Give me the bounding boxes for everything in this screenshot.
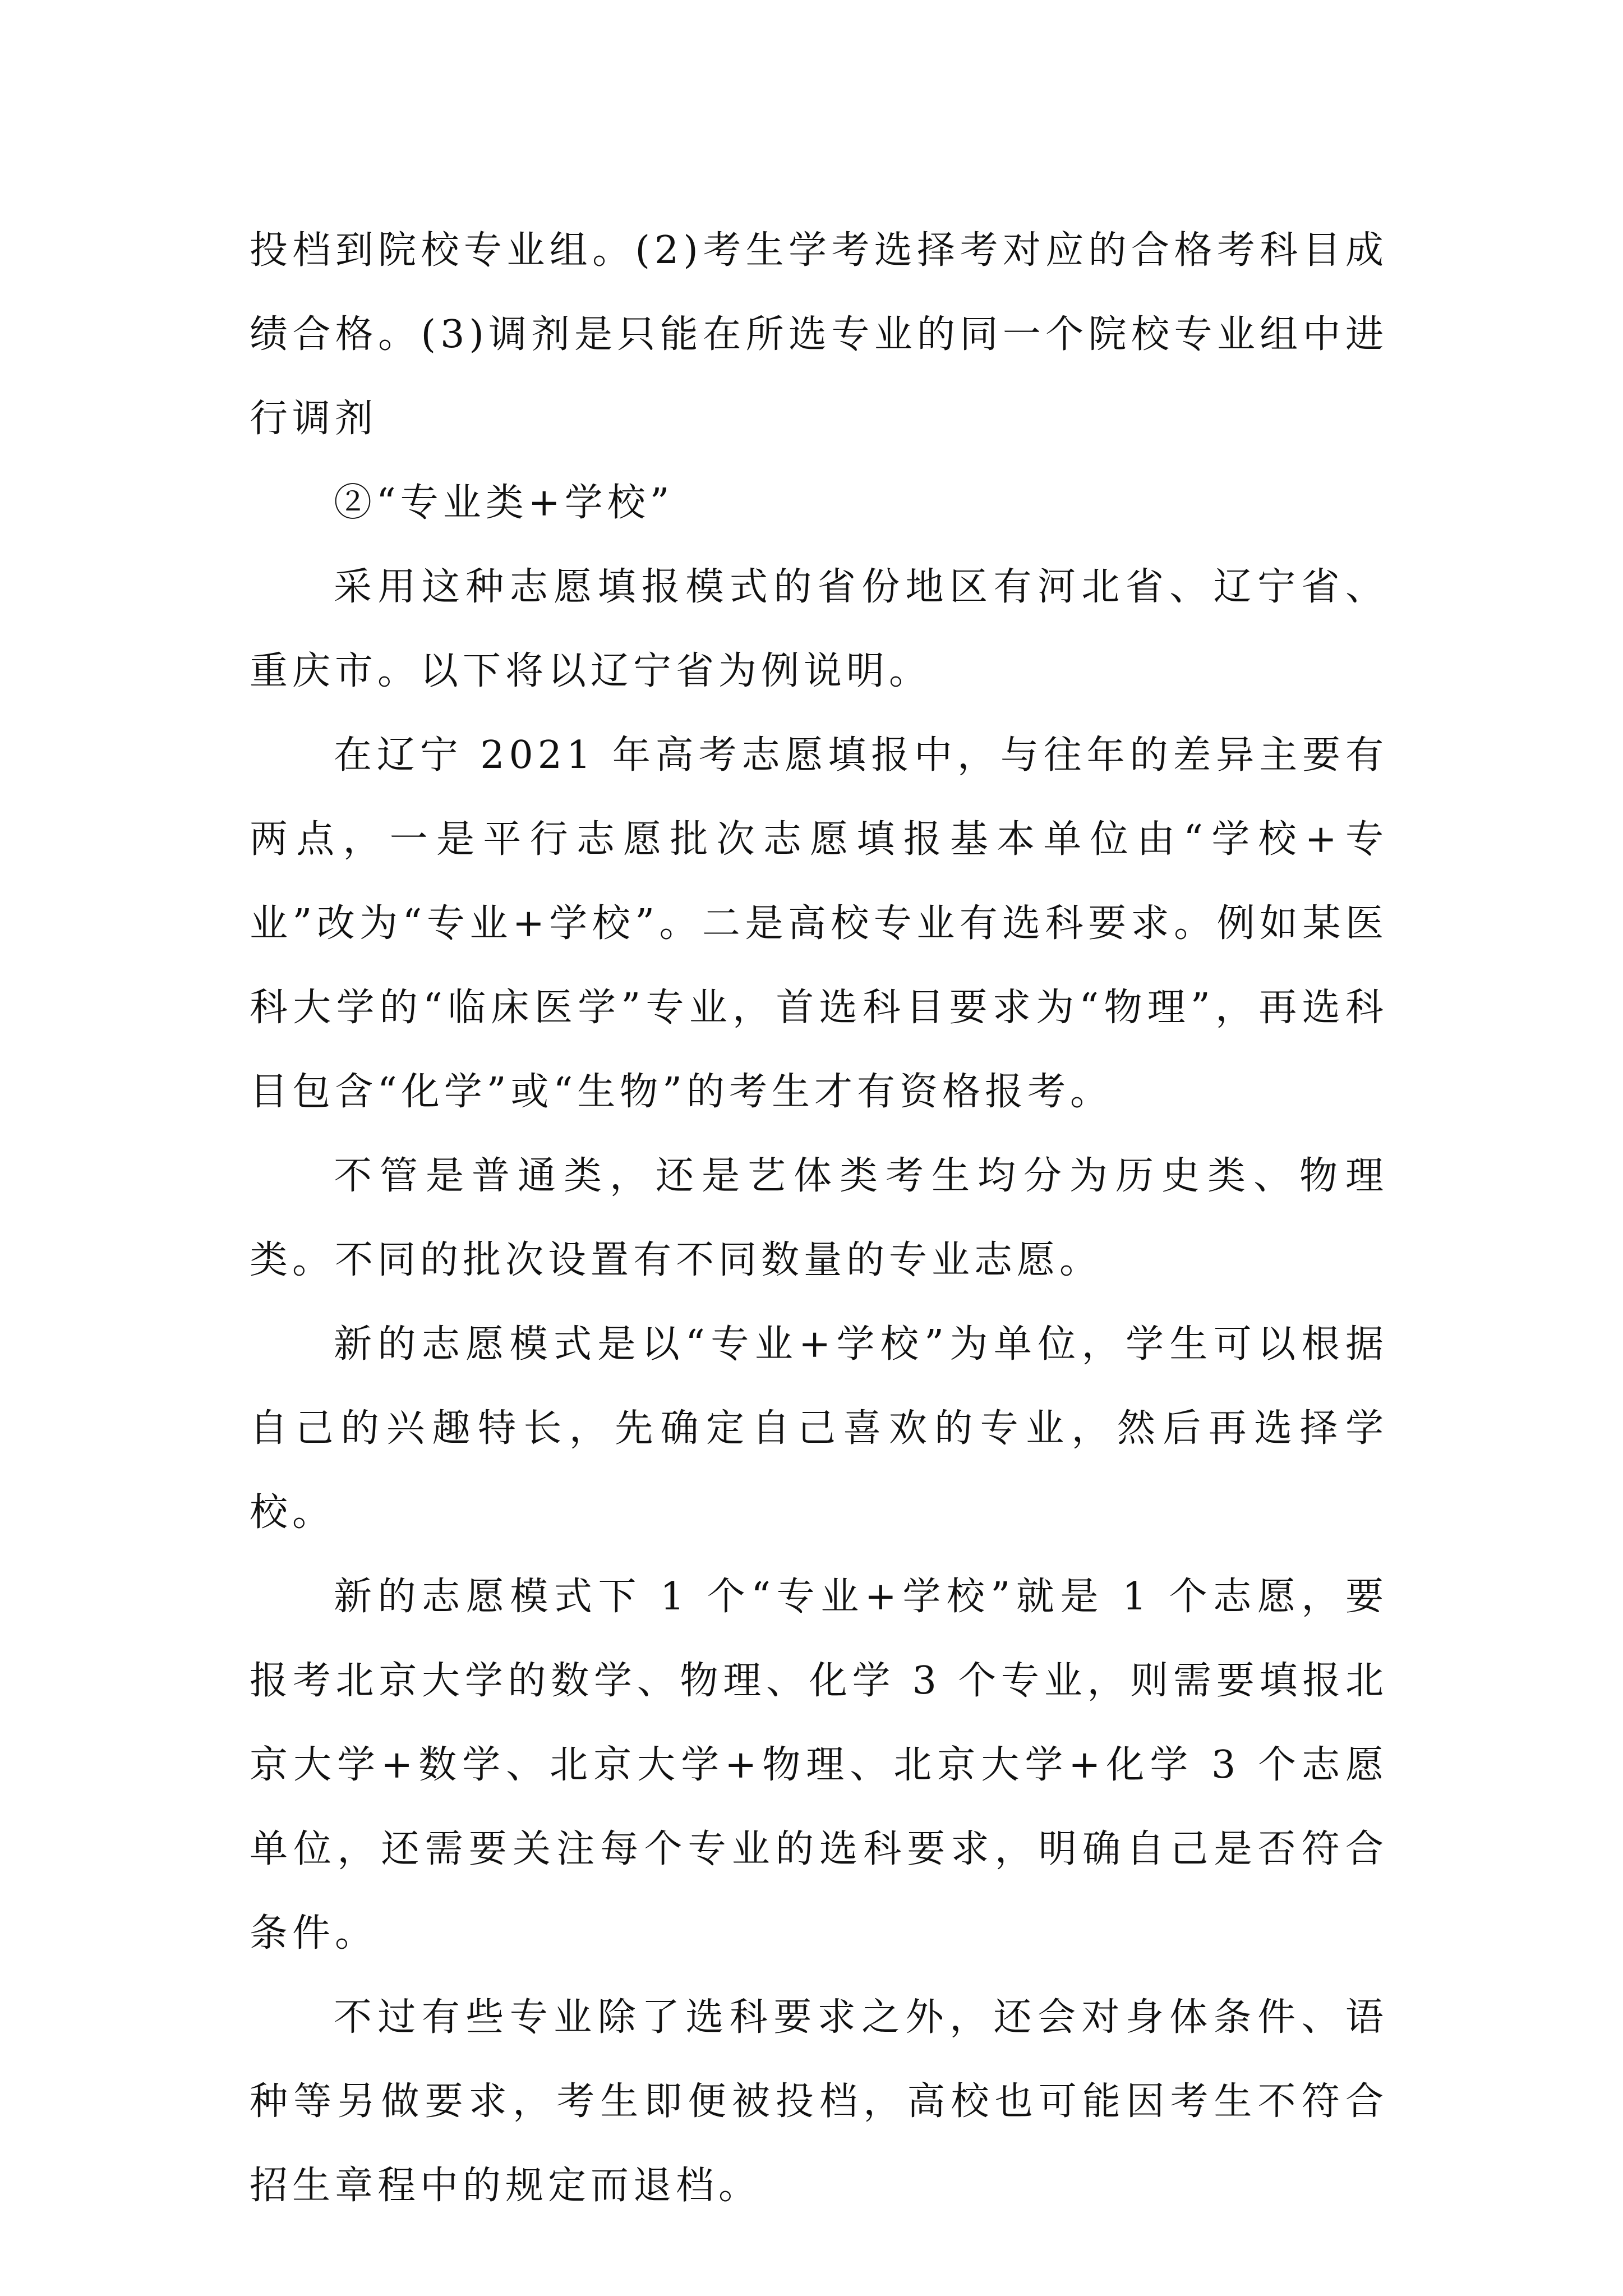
paragraph: 不过有些专业除了选科要求之外，还会对身体条件、语种等另做要求，考生即便被投档，高校也可能因考生不符合招生章程中的规定而退档。: [250, 1995, 1388, 2208]
paragraph: 在辽宁 2021 年高考志愿填报中，与往年的差异主要有两点，一是平行志愿批次志愿填报基本单位由“学校+专业”改为“专业+学校”。二是高校专业有选科要求。例如某医科大学的“临床医学”专业，首选科目要求为“物理”，再选科目包含“化学”或“生物”的考生才有资格报考。: [250, 733, 1388, 1114]
paragraph: 新的志愿模式是以“专业+学校”为单位，学生可以根据自己的兴趣特长，先确定自己喜欢的专业，然后再选择学校。: [250, 1322, 1388, 1535]
paragraph: 不管是普通类，还是艺体类考生均分为历史类、物理类。不同的批次设置有不同数量的专业志愿。: [250, 1154, 1388, 1282]
paragraph-continuation: 投档到院校专业组。(2)考生学考选择考对应的合格考科目成绩合格。(3)调剂是只能在所选专业的同一个院校专业组中进行调剂: [250, 228, 1388, 441]
section-heading: ②“专业类+学校”: [334, 481, 674, 525]
paragraph: 新的志愿模式下 1 个“专业+学校”就是 1 个志愿，要报考北京大学的数学、物理、化学 3 个专业，则需要填报北京大学+数学、北京大学+物理、北京大学+化学 3 个志愿单位，还需要关注每个专业的选科要求，明确自己是否符合条件。: [250, 1575, 1388, 1955]
paragraph: 采用这种志愿填报模式的省份地区有河北省、辽宁省、重庆市。以下将以辽宁省为例说明。: [250, 565, 1388, 693]
body-text: [250, 209, 1388, 2228]
